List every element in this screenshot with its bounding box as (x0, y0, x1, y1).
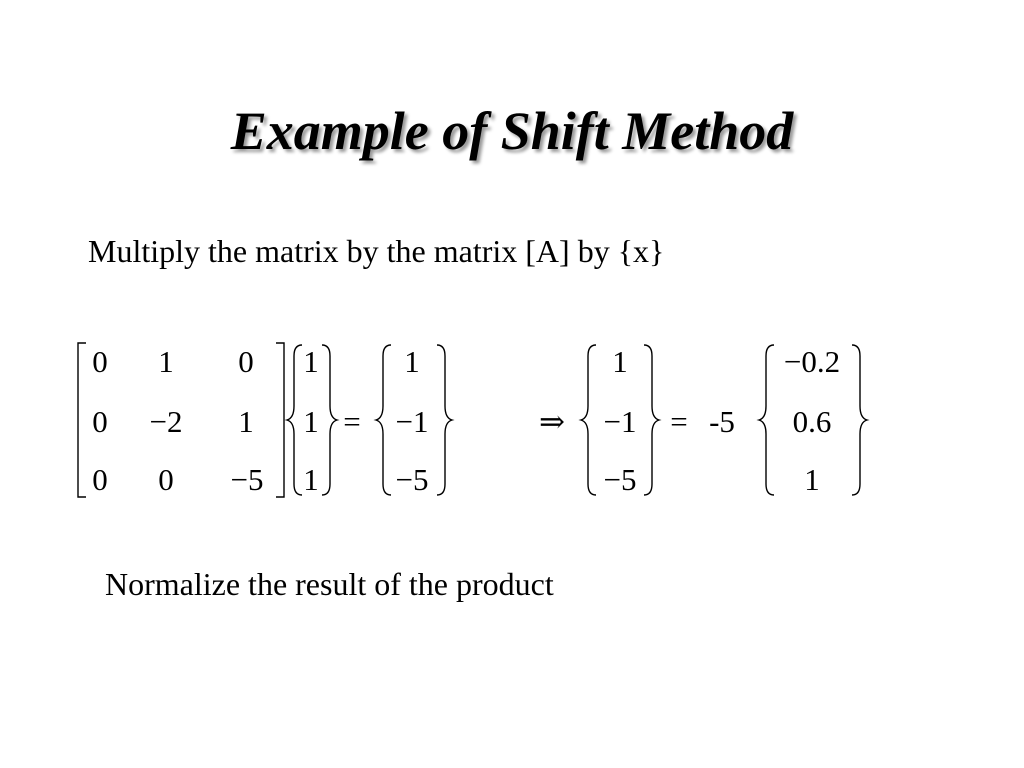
matrix-a-left-bracket (78, 343, 86, 497)
normalized-entry-2: 0.6 (792, 404, 832, 439)
normalized-entry-1: −0.2 (783, 344, 841, 379)
implies-arrow: ⇒ (539, 404, 565, 439)
matrix-a-entry-r1c3: 0 (238, 344, 254, 379)
product-left-brace (376, 345, 391, 495)
vector-x-entry-3: 1 (303, 462, 319, 497)
scalar-factor: -5 (709, 404, 735, 439)
product-entry-3: −5 (395, 462, 429, 497)
vector-x-right-brace (322, 345, 337, 495)
vector-x-entry-1: 1 (303, 344, 319, 379)
product-repeat-right-brace (644, 345, 659, 495)
equals-sign-1: = (343, 404, 361, 439)
equals-sign-2: = (670, 404, 688, 439)
normalized-left-brace (759, 345, 774, 495)
normalized-entry-3: 1 (804, 462, 820, 497)
normalized-right-brace (852, 345, 867, 495)
slide-title: Example of Shift Method (230, 101, 794, 161)
matrix-a-entry-r2c1: 0 (92, 404, 108, 439)
instruction-text: Multiply the matrix by the matrix [A] by {x} (88, 233, 665, 269)
matrix-a-entry-r2c2: −2 (149, 404, 183, 439)
matrix-a-entry-r2c3: 1 (238, 404, 254, 439)
product-repeat-entry-3: −5 (603, 462, 637, 497)
product-repeat-entry-2: −1 (603, 404, 637, 439)
matrix-a-entry-r1c2: 1 (158, 344, 174, 379)
vector-x-left-brace (287, 345, 302, 495)
matrix-a-entry-r3c3: −5 (230, 462, 264, 497)
product-repeat-entry-1: 1 (612, 344, 628, 379)
matrix-a-entry-r3c2: 0 (158, 462, 174, 497)
matrix-a-entry-r1c1: 0 (92, 344, 108, 379)
matrix-a-right-bracket (276, 343, 284, 497)
matrix-a-entry-r3c1: 0 (92, 462, 108, 497)
product-entry-2: −1 (395, 404, 429, 439)
product-right-brace (437, 345, 452, 495)
vector-x-entry-2: 1 (303, 404, 319, 439)
product-entry-1: 1 (404, 344, 420, 379)
product-repeat-left-brace (581, 345, 596, 495)
normalize-note: Normalize the result of the product (105, 566, 554, 602)
